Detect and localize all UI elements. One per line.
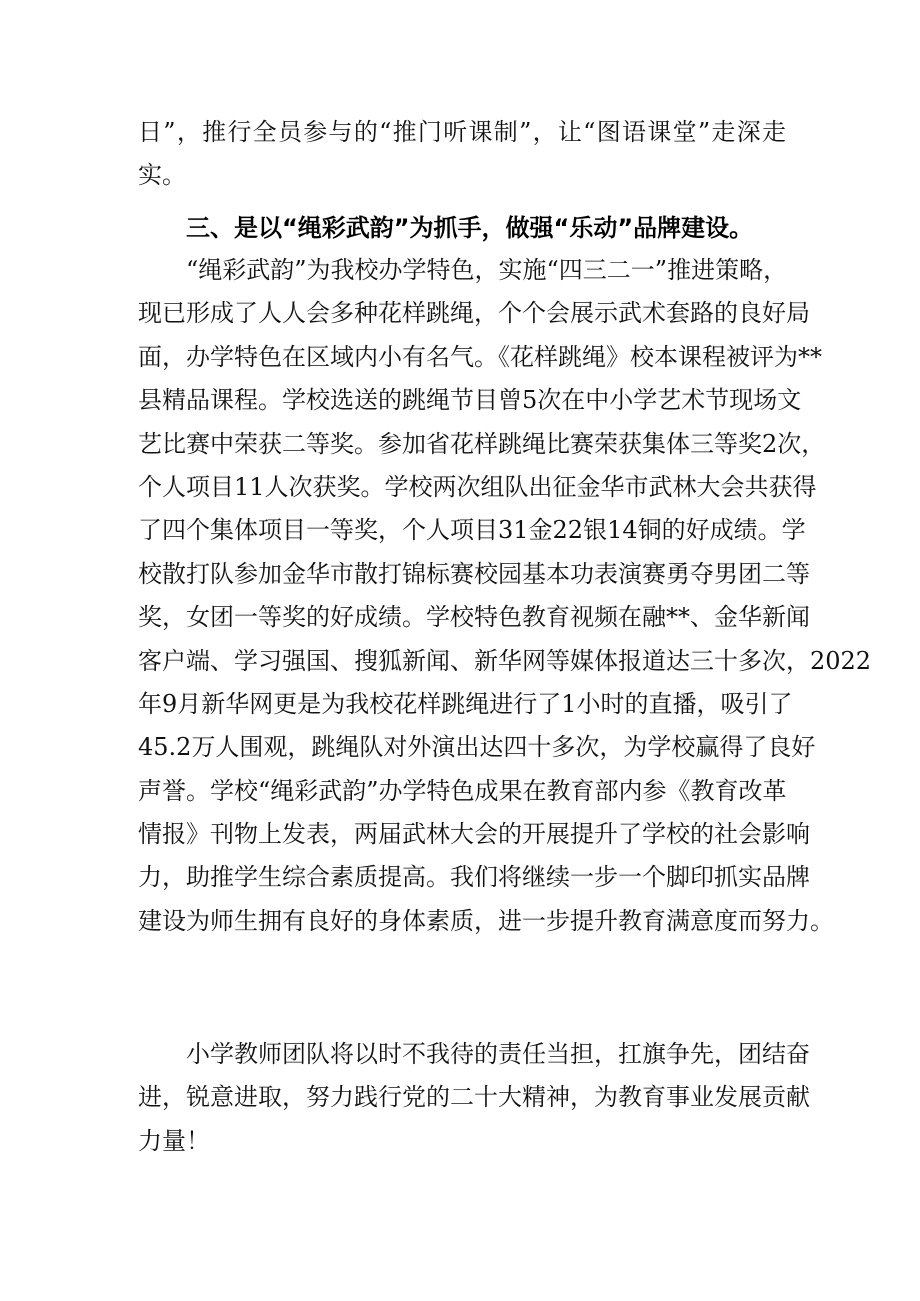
- paragraph-line: 45.2万人围观，跳绳队对外演出达四十多次，为学校赢得了良好: [138, 733, 816, 762]
- paragraph-line: 客户端、学习强国、搜狐新闻、新华网等媒体报道达三十多次，2022: [138, 646, 872, 675]
- paragraph-line: 了四个集体项目一等奖，个人项目31金22银14铜的好成绩。学: [138, 516, 806, 545]
- section-body-paragraph: [138, 249, 872, 943]
- section-heading: 三、是以“绳彩武韵”为抓手，做强“乐动”品牌建设。: [186, 214, 754, 242]
- paragraph-line: 艺比赛中荣获二等奖。参加省花样跳绳比赛荣获集体三等奖2次，: [138, 429, 826, 458]
- paragraph-line: 现已形成了人人会多种花样跳绳，个个会展示武术套路的良好局: [138, 299, 810, 328]
- paragraph-line: 奖，女团一等奖的好成绩。学校特色教育视频在融**、金华新闻: [138, 603, 810, 632]
- paragraph-line: 个人项目11人次获奖。学校两次组队出征金华市武林大会共获得: [138, 472, 817, 501]
- paragraph-line: 情报》刊物上发表，两届武林大会的开展提升了学校的社会影响: [138, 820, 810, 849]
- paragraph-line: 小学教师团队将以时不我待的责任当担，扛旗争先，团结奋: [138, 1040, 810, 1068]
- paragraph-line: “绳彩武韵”为我校办学特色，实施“四三二一”推进策略，: [138, 256, 788, 284]
- paragraph-line: 面，办学特色在区域内小有名气。《花样跳绳》校本课程被评为**: [138, 342, 822, 371]
- paragraph-line: 声誉。学校“绳彩武韵”办学特色成果在教育部内参《教育改革: [138, 776, 787, 805]
- paragraph-line: 县精品课程。学校选送的跳绳节目曾5次在中小学艺术节现场文: [138, 386, 802, 415]
- paragraph-line: 力量！: [138, 1126, 210, 1155]
- paragraph-line: 年9月新华网更是为我校花样跳绳进行了1小时的直播，吸引了: [138, 689, 793, 718]
- paragraph-line: 力，助推学生综合素质提高。我们将继续一步一个脚印抓实品牌: [138, 863, 810, 892]
- paragraph-line: 建设为师生拥有良好的身体素质，进一步提升教育满意度而努力。: [138, 906, 834, 935]
- paragraph-line: 实。: [138, 161, 186, 190]
- paragraph-line: 日”，推行全员参与的“推门听课制”，让“图语课堂”走深走: [138, 118, 786, 146]
- paragraph-line: 进，锐意进取，努力践行党的二十大精神，为教育事业发展贡献: [138, 1083, 810, 1112]
- intro-paragraph: [138, 111, 786, 198]
- paragraph-line: 校散打队参加金华市散打锦标赛校园基本功表演赛勇夺男团二等: [138, 559, 810, 588]
- closing-paragraph: [138, 1033, 810, 1163]
